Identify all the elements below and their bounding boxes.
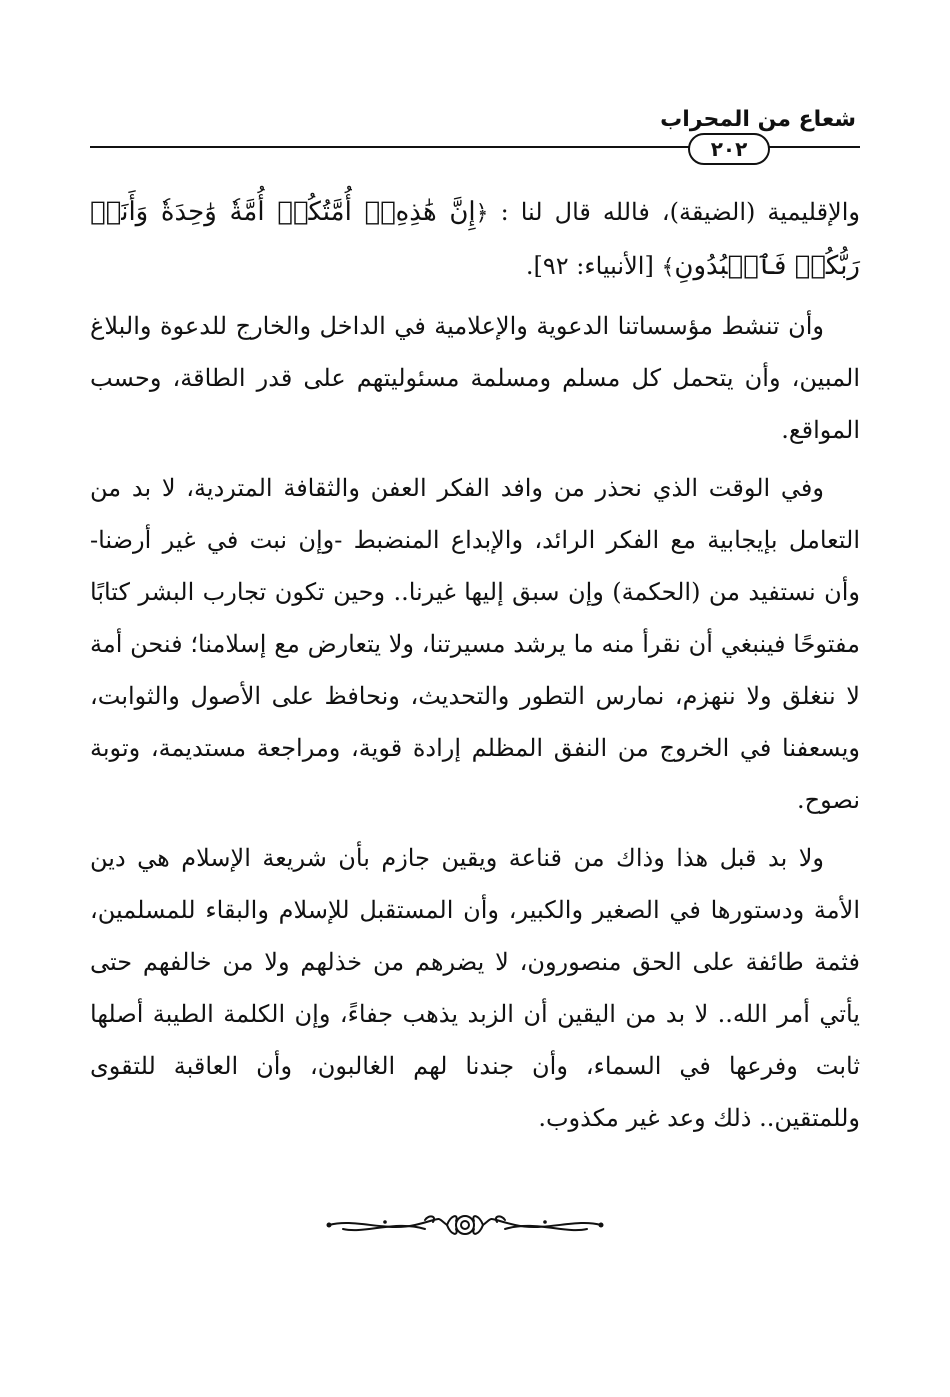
paragraph-1 <box>90 186 860 294</box>
quran-verse: إِنَّ هَٰذِهِۦٓ أُمَّتُكُمۡ أُمَّةٗ وَٰحِدَةٗ وَأَنَا۠ رَبُّكُمۡ فَٱعۡبُدُونِ <box>90 197 860 281</box>
page-number: ٢٠٢ <box>688 133 770 165</box>
ornamental-divider-icon <box>325 1208 605 1242</box>
page-body <box>90 186 860 1150</box>
quran-close-brace: ﴾ <box>661 255 675 280</box>
page-header <box>90 105 860 165</box>
paragraph-3: وفي الوقت الذي نحذر من وافد الفكر العفن والثقافة المتردية، لا بد من التعامل بإيجابية مع الفكر الرائد، والإبداع المنضبط -وإن نبت في غير أرضنا- وأن نستفيد من (الحكمة) وإن سبق إليها غيرنا.. وحين تكون تجارب البشر كتابًا مفتوحًا فينبغي أن نقرأ منه ما يرشد مسيرتنا، ولا يتعارض مع إسلامنا؛ فنحن أمة لا ننغلق ولا ننهزم، نمارس التطور والتحديث، ونحافظ على الأصول والثوابت، ويسعفنا في الخروج من النفق المظلم إرادة قوية، ومراجعة مستديمة، وتوبة نصوح. <box>90 474 860 814</box>
paragraph-4: ولا بد قبل هذا وذاك من قناعة ويقين جازم بأن شريعة الإسلام هي دين الأمة ودستورها في الصغير والكبير، وأن المستقبل للإسلام والبقاء للمسلمين، فثمة طائفة على الحق منصورون، لا يضرهم من خذلهم ولا من خالفهم حتى يأتي أمر الله.. لا بد من اليقين أن الزبد يذهب جفاءً، وإن الكلمة الطيبة أصلها ثابت وفرعها في السماء، وأن جندنا لهم الغالبون، وأن العاقبة للتقوى وللمتقين.. ذلك وعد غير مكذوب. <box>90 844 860 1132</box>
quran-open-brace: ﴿ <box>475 201 489 226</box>
quran-citation: [الأنبياء: ٩٢]. <box>525 252 654 280</box>
book-title: شعاع من المحراب <box>660 107 856 132</box>
paragraph-1-intro: والإقليمية (الضيقة)، فالله قال لنا : <box>500 198 860 226</box>
paragraph-2: وأن تنشط مؤسساتنا الدعوية والإعلامية في الداخل والخارج للدعوة والبلاغ المبين، وأن يتحمل كل مسلم ومسلمة مسئوليتهم على قدر الطاقة، وحسب المواقع. <box>90 312 860 444</box>
